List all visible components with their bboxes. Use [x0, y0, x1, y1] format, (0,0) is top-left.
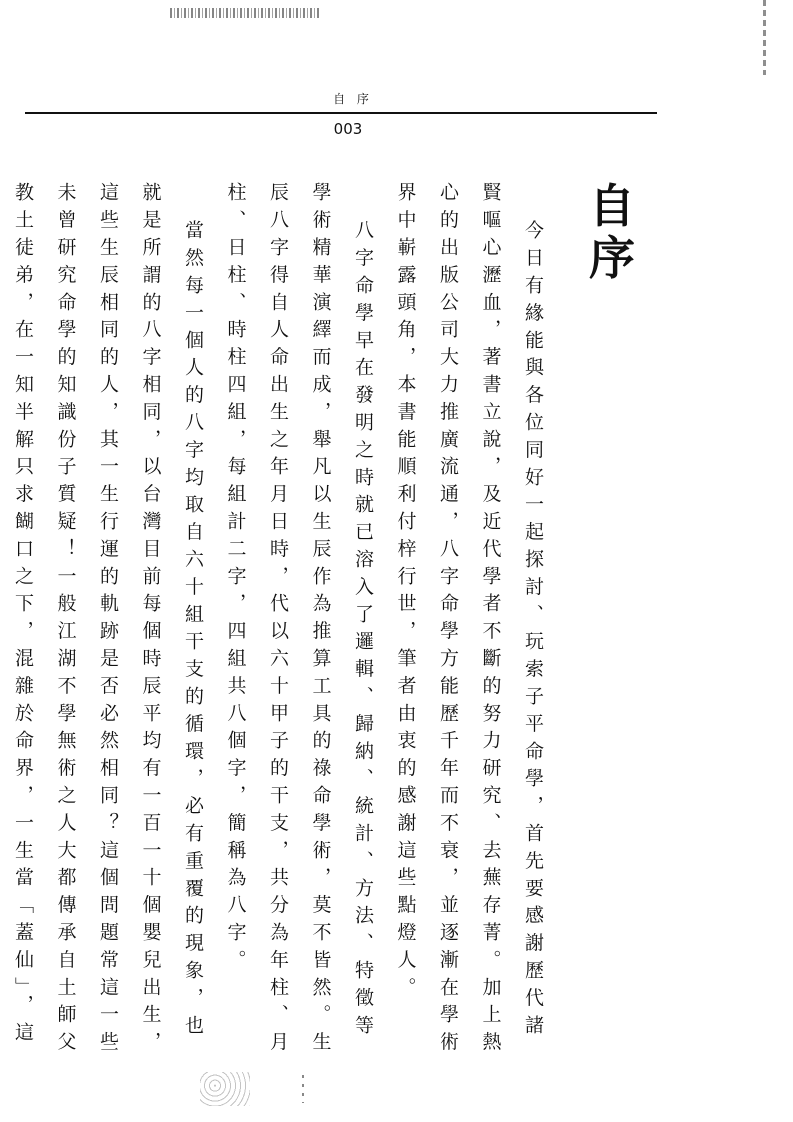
- page-number: 003: [333, 120, 363, 138]
- chapter-title: 自序: [589, 179, 635, 285]
- paragraph-3: 當然每一個人的八字均取自六十組干支的循環，必有重覆的現象，也就是所謂的八字相同，以台灣目前每個時辰平均有一百一十個嬰兒出生，這些生辰相同的人，其一生行運的軌跡是否必然相同？這個問題常這一些未曾研究命學的知識份子質疑！一般江湖不學無術之人大都傳承自土師父教土徒弟，在一知半解只求餬口之下，混雜於命界，一生當「蓋仙」，這: [12, 182, 204, 1059]
- scan-artifact-edge: [763, 0, 766, 75]
- scan-artifact-top: [170, 8, 320, 18]
- scan-artifact-bottom: [200, 1072, 250, 1106]
- body-text: [12, 182, 554, 1062]
- paragraph-1: 今日有緣能與各位同好一起探討、玩索子平命學，首先要感謝歷代諸賢嘔心瀝血，著書立說，及近代學者不斷的努力研究、去蕪存菁。加上熱心的出版公司大力推廣流通，八字命學方能歷千年而不衰，並逐漸在學術界中嶄露頭角，本書能順利付梓行世，筆者由衷的感謝這些點燈人。: [394, 182, 544, 1059]
- running-header: 自 序: [333, 92, 373, 106]
- paragraph-2: 八字命學早在發明之時就已溶入了邏輯、歸納、統計、方法、特徵等學術精華演繹而成，舉凡以生辰作為推算工具的祿命學術，莫不皆然。生辰八字得自人命出生之年月日時，代以六十甲子的干支，共分為年柱、月柱、日柱、時柱四組，每組計二字，四組共八個字，簡稱為八字。: [224, 182, 374, 1059]
- scan-artifact-bottom-mark: [302, 1075, 304, 1103]
- header-rule: [25, 112, 657, 114]
